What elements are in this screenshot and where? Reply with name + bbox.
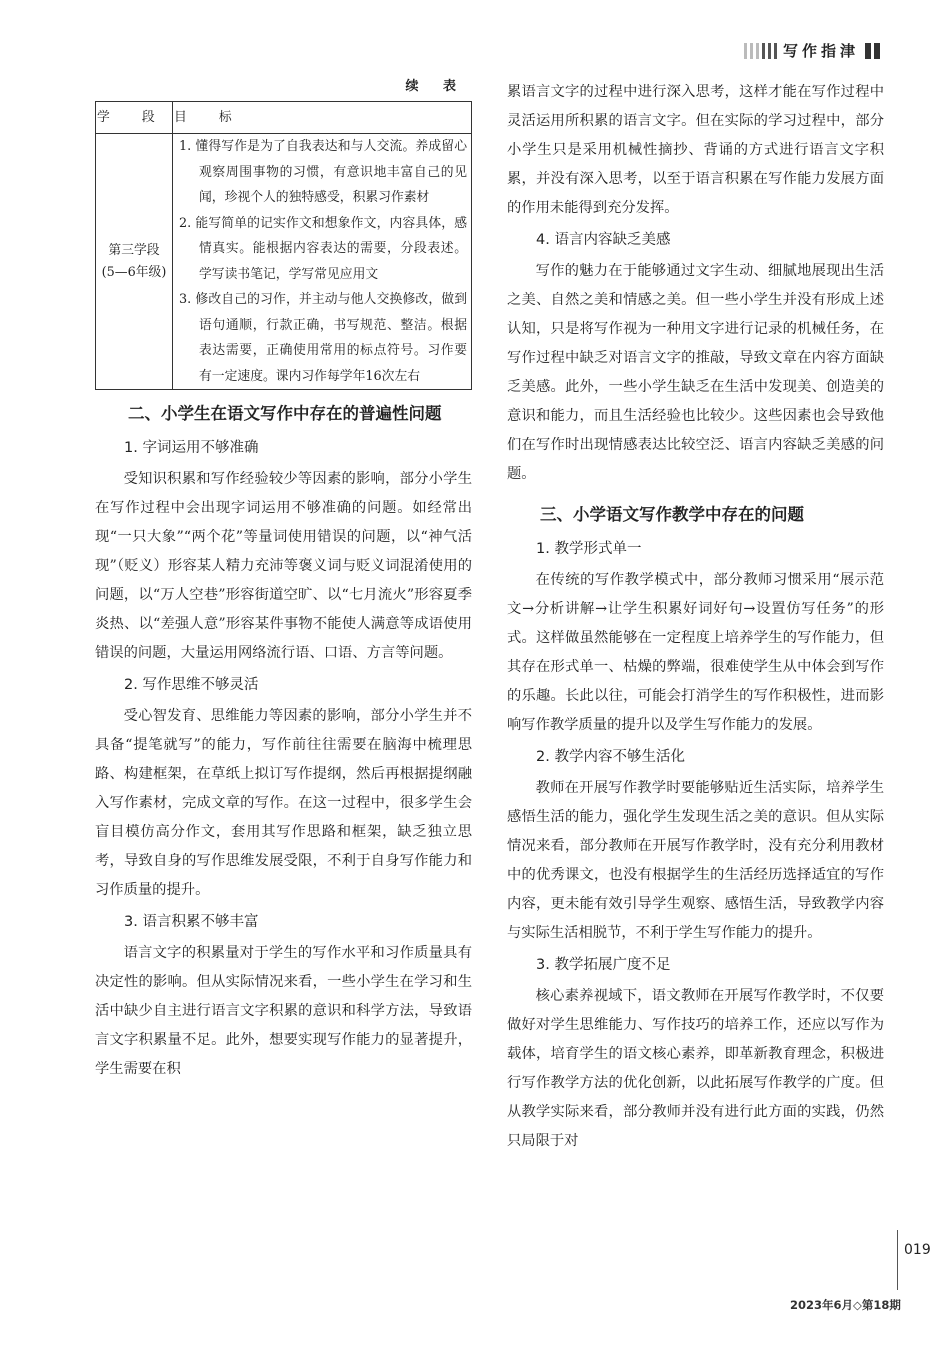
section-2-heading: 二、小学生在语文写作中存在的普遍性问题 bbox=[128, 404, 442, 423]
subsection-heading: 2. 教学内容不够生活化 bbox=[536, 749, 685, 765]
header-decoration-blocks bbox=[865, 43, 880, 59]
paragraph: 语言文字的积累量对于学生的写作水平和习作质量具有决定性的影响。但从实际情况来看，一些小学生在学习和生活中缺少自主进行语言文字积累的意识和科学方法，导致语言文字积累量不足。此外，想要实现写作能力的显著提升，学生需要在积 bbox=[95, 945, 472, 1077]
page-number: 019 bbox=[897, 1230, 931, 1270]
subsection-heading: 2. 写作思维不够灵活 bbox=[124, 677, 259, 693]
footer-rule bbox=[897, 1270, 898, 1290]
table-header-stage: 学 段 bbox=[96, 102, 173, 134]
running-header bbox=[744, 40, 880, 61]
right-column bbox=[507, 78, 884, 1156]
stage-name: 第三学段 bbox=[108, 242, 160, 258]
left-column bbox=[95, 76, 472, 1084]
table-row bbox=[96, 134, 472, 390]
section-title: 写作指津 bbox=[782, 42, 859, 60]
goal-item: 1. 懂得写作是为了自我表达和与人交流。养成留心观察周围事物的习惯，有意识地丰富自己的见闻，珍视个人的独特感受，积累习作素材 bbox=[179, 139, 467, 205]
section-3-heading: 三、小学语文写作教学中存在的问题 bbox=[540, 505, 804, 524]
subsection-heading: 1. 字词运用不够准确 bbox=[124, 440, 259, 456]
issue-label: 2023年6月◇第18期 bbox=[790, 1298, 901, 1312]
goal-item: 2. 能写简单的记实作文和想象作文，内容具体，感情真实。能根据内容表达的需要，分段表述。学写读书笔记，学写常见应用文 bbox=[179, 215, 467, 282]
goal-item: 3. 修改自己的习作，并主动与他人交换修改，做到语句通顺，行款正确，书写规范、整洁。根据表达需要，正确使用常用的标点符号。习作要有一定速度。课内习作每学年16次左右 bbox=[179, 292, 467, 384]
paragraph: 受心智发育、思维能力等因素的影响，部分小学生并不具备“提笔就写”的能力，写作前往往需要在脑海中梳理思路、构建框架，在草纸上拟订写作提纲，然后再根据提纲融入写作素材，完成文章的写作。在这一过程中，很多学生会盲目模仿高分作文，套用其写作思路和框架，缺乏独立思考，导致自身的写作思维发展受限，不利于自身写作能力和习作质量的提升。 bbox=[95, 708, 472, 898]
paragraph-continued: 累语言文字的过程中进行深入思考，这样才能在写作过程中灵活运用所积累的语言文字。但在实际的学习过程中，部分小学生只是采用机械性摘抄、背诵的方式进行语言文字积累，并没有深入思考，以至于语言积累在写作能力发展方面的作用未能得到充分发挥。 bbox=[507, 84, 884, 216]
table-cell-goals bbox=[173, 134, 472, 390]
header-decoration-bars bbox=[744, 43, 777, 59]
stage-grades: (5—6年级) bbox=[101, 264, 167, 280]
table-header-goal: 目 标 bbox=[173, 102, 472, 134]
paragraph: 受知识积累和写作经验较少等因素的影响，部分小学生在写作过程中会出现字词运用不够准确的问题。如经常出现“一只大象”“两个花”等量词使用错误的问题，以“神气活现”（贬义）形容某人精力充沛等褒义词与贬义词混淆使用的问题，以“万人空巷”形容街道空旷、以“七月流火”形容夏季炎热、以“差强人意”形容某件事物不能使人满意等成语使用错误的问题，大量运用网络流行语、口语、方言等问题。 bbox=[95, 471, 472, 661]
subsection-heading: 3. 教学拓展广度不足 bbox=[536, 957, 671, 973]
paragraph: 写作的魅力在于能够通过文字生动、细腻地展现出生活之美、自然之美和情感之美。但一些小学生并没有形成上述认知，只是将写作视为一种用文字进行记录的机械任务，在写作过程中缺乏对语言文字的推敲，导致文章在内容方面缺乏美感。此外，一些小学生缺乏在生活中发现美、创造美的意识和能力，而且生活经验也比较少。这些因素也会导致他们在写作时出现情感表达比较空泛、语言内容缺乏美感的问题。 bbox=[507, 263, 884, 482]
table-header-row bbox=[96, 102, 472, 134]
paragraph: 教师在开展写作教学时要能够贴近生活实际，培养学生感悟生活的能力，强化学生发现生活之美的意识。但从实际情况来看，部分教师在开展写作教学时，没有充分利用教材中的优秀课文，也没有根据学生的生活经历选择适宜的写作内容，更未能有效引导学生观察、感悟生活，导致教学内容与实际生活相脱节，不利于学生写作能力的提升。 bbox=[507, 780, 884, 941]
goals-table bbox=[95, 101, 472, 390]
paragraph: 核心素养视域下，语文教师在开展写作教学时，不仅要做好对学生思维能力、写作技巧的培养工作，还应以写作为载体，培育学生的语文核心素养，即革新教育理念，积极进行写作教学方法的优化创新，以此拓展写作教学的广度。但从教学实际来看，部分教师并没有进行此方面的实践，仍然只局限于对 bbox=[507, 988, 884, 1149]
table-cell-stage bbox=[96, 134, 173, 390]
subsection-heading: 1. 教学形式单一 bbox=[536, 541, 642, 557]
table-continued-label: 续 表 bbox=[405, 79, 466, 94]
subsection-heading: 3. 语言积累不够丰富 bbox=[124, 914, 259, 930]
paragraph: 在传统的写作教学模式中，部分教师习惯采用“展示范文→分析讲解→让学生积累好词好句→设置仿写任务”的形式。这样做虽然能够在一定程度上培养学生的写作能力，但其存在形式单一、枯燥的弊端，很难使学生从中体会到写作的乐趣。长此以往，可能会打消学生的写作积极性，进而影响写作教学质量的提升以及学生写作能力的发展。 bbox=[507, 572, 884, 733]
subsection-heading: 4. 语言内容缺乏美感 bbox=[536, 232, 671, 248]
